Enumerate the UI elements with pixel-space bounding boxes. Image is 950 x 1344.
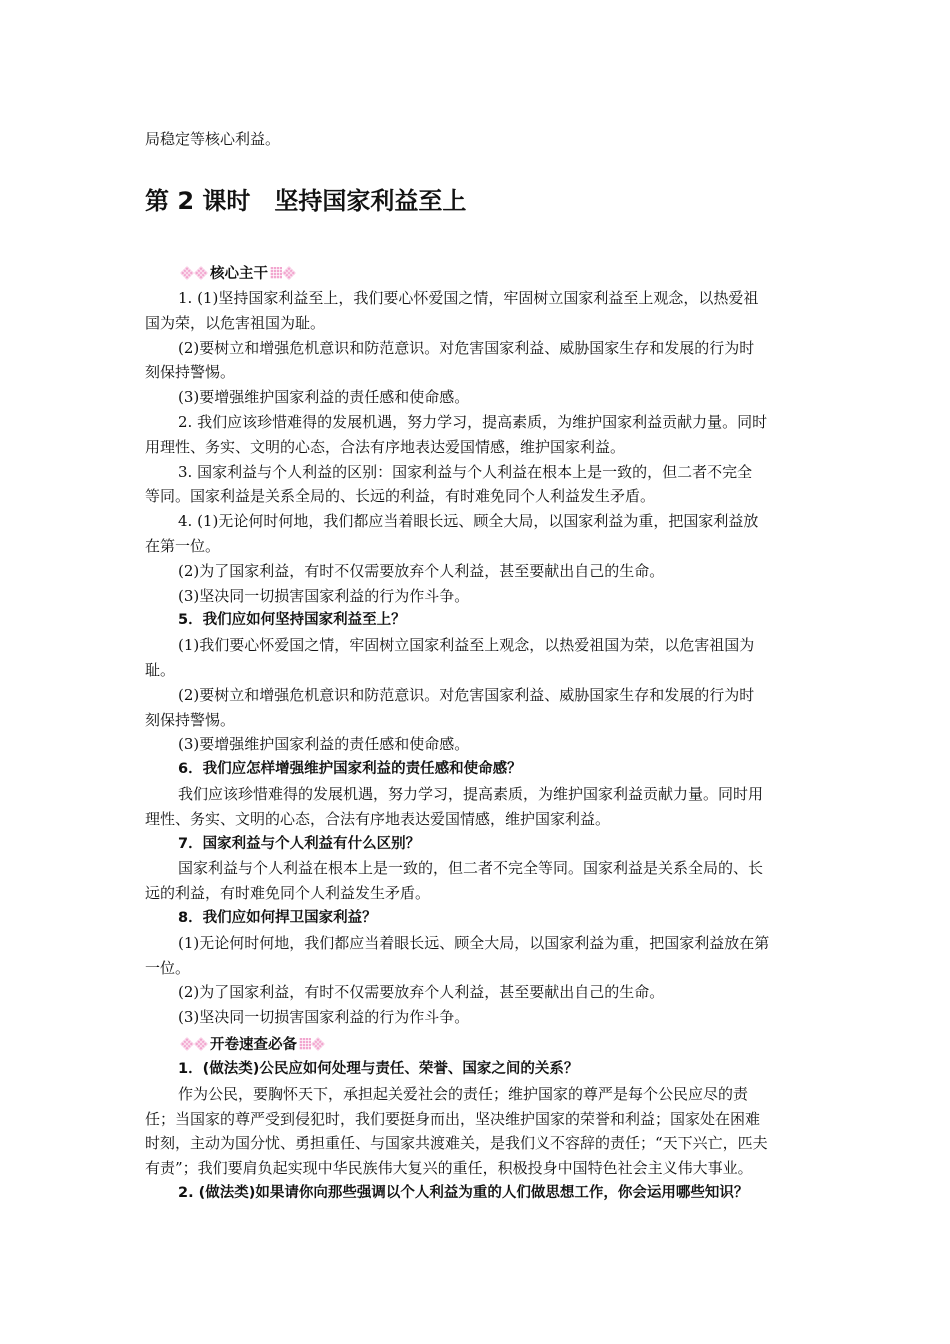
text-line: 1. (1)坚持国家利益至上，我们要心怀爱国之情，牢固树立国家利益至上观念，以热爱祖: [178, 289, 759, 307]
section-header-quick: [180, 1033, 325, 1054]
text-line: (2)为了国家利益，有时不仅需要放弃个人利益，甚至要献出自己的生命。: [178, 983, 665, 1002]
text-line: 作为公民，要胸怀天下，承担起关爱社会的责任；维护国家的尊严是每个公民应尽的责: [178, 1084, 749, 1103]
question-line: 7．国家利益与个人利益有什么区别？: [178, 835, 421, 852]
text-line: (2)要树立和增强危机意识和防范意识。对危害国家利益、威胁国家生存和发展的行为时: [178, 685, 755, 704]
question-line: 1．(做法类)公民应如何处理与责任、荣誉、国家之间的关系？: [178, 1061, 579, 1077]
text-line: (3)要增强维护国家利益的责任感和使命感。: [178, 388, 470, 407]
question-line: 2. (做法类)如果请你向那些强调以个人利益为重的人们做思想工作，你会运用哪些知识？: [178, 1184, 749, 1201]
lesson-title: 第 2 课时 坚持国家利益至上: [145, 187, 467, 215]
right-diamond-icon: [270, 267, 296, 279]
text-line: 一位。: [145, 958, 191, 977]
text-line: (3)坚决同一切损害国家利益的行为作斗争。: [178, 1008, 470, 1027]
text-line: (2)为了国家利益，有时不仅需要放弃个人利益，甚至要献出自己的生命。: [178, 561, 665, 580]
question-line: 6．我们应怎样增强维护国家利益的责任感和使命感？: [178, 761, 522, 778]
text-line: 等同。国家利益是关系全局的、长远的利益，有时难免同个人利益发生矛盾。: [145, 487, 656, 506]
text-line: 任；当国家的尊严受到侵犯时，我们要挺身而出，坚决维护国家的荣誉和利益；国家处在困难: [145, 1109, 761, 1128]
text-line: 4. (1)无论何时何地，我们都应当着眼长远、顾全大局，以国家利益为重，把国家利益放: [178, 512, 759, 531]
right-diamond-icon: [299, 1038, 325, 1050]
question-line: 8．我们应如何捍卫国家利益？: [178, 909, 377, 926]
text-line: (3)要增强维护国家利益的责任感和使命感。: [178, 735, 470, 754]
section-header-core: [180, 262, 296, 283]
text-line: 国为荣，以危害祖国为耻。: [145, 313, 326, 332]
section-quick-body: [145, 1057, 809, 1206]
text-line: (3)坚决同一切损害国家利益的行为作斗争。: [178, 586, 470, 605]
question-line: 5．我们应如何坚持国家利益至上？: [178, 612, 406, 629]
text-line: 2. 我们应该珍惜难得的发展机遇，努力学习，提高素质，为维护国家利益贡献力量。同时: [178, 412, 768, 431]
text-line: 远的利益，有时难免同个人利益发生矛盾。: [145, 884, 431, 903]
section-label: 开卷速查必备: [210, 1037, 297, 1053]
text-line: 我们应该珍惜难得的发展机遇，努力学习，提高素质，为维护国家利益贡献力量。同时用: [178, 784, 764, 803]
text-line: 3. 国家利益与个人利益的区别：国家利益与个人利益在根本上是一致的，但二者不完全: [178, 462, 753, 481]
text-line: 用理性、务实、文明的心态，合法有序地表达爱国情感，维护国家利益。: [145, 437, 626, 456]
text-line: 理性、务实、文明的心态，合法有序地表达爱国情感，维护国家利益。: [145, 809, 611, 828]
left-diamond-icon: [180, 268, 208, 278]
text-line: 国家利益与个人利益在根本上是一致的，但二者不完全等同。国家利益是关系全局的、长: [178, 859, 764, 878]
text-line: 耻。: [145, 660, 176, 679]
text-line: 有责”；我们要肩负起实现中华民族伟大复兴的重任，积极投身中国特色社会主义伟大事业。: [145, 1159, 753, 1178]
section-label: 核心主干: [210, 266, 268, 282]
text-line: 刻保持警惕。: [145, 363, 236, 382]
text-line: 刻保持警惕。: [145, 710, 236, 729]
left-diamond-icon: [180, 1039, 208, 1049]
continuation-line: 局稳定等核心利益。: [145, 130, 281, 148]
text-line: 在第一位。: [145, 536, 221, 555]
section-core-body: [145, 286, 809, 1030]
text-line: 时刻，主动为国分忧、勇担重任、与国家共渡难关，是我们义不容辞的责任；“天下兴亡，匹夫: [145, 1134, 768, 1153]
text-line: (1)我们要心怀爱国之情，牢固树立国家利益至上观念，以热爱祖国为荣，以危害祖国为: [178, 636, 755, 655]
text-line: (1)无论何时何地，我们都应当着眼长远、顾全大局，以国家利益为重，把国家利益放在第: [178, 933, 770, 952]
text-line: (2)要树立和增强危机意识和防范意识。对危害国家利益、威胁国家生存和发展的行为时: [178, 338, 755, 357]
